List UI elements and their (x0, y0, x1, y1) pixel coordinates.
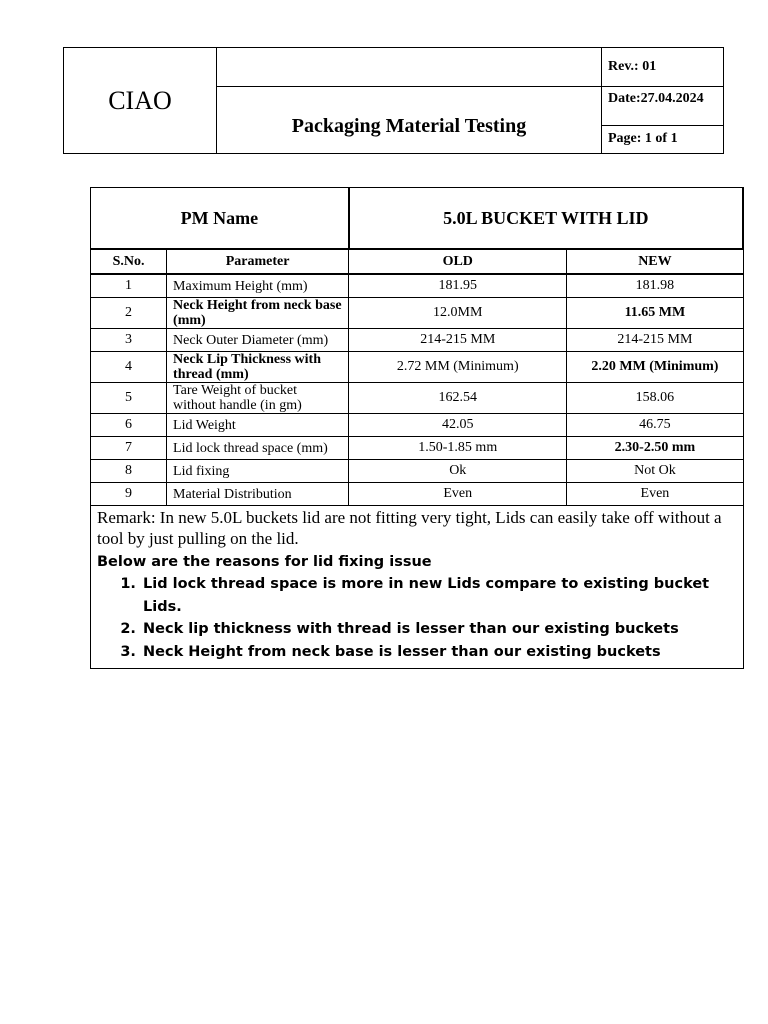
column-header-old: OLD (349, 249, 567, 274)
row-sno: 9 (91, 483, 167, 506)
reason-item: 1. Lid lock thread space is more in new Lids compare to existing bucket Lids. (141, 573, 737, 618)
row-new-value: 2.20 MM (Minimum) (567, 352, 743, 383)
document-header (63, 47, 724, 154)
row-parameter: Maximum Height (mm) (167, 274, 349, 298)
table-row (91, 329, 744, 352)
spec-table (90, 187, 744, 669)
remark-section (91, 506, 744, 669)
table-row (91, 483, 744, 506)
column-header-parameter: Parameter (167, 249, 349, 274)
reason-item: 2. Neck lip thickness with thread is lesser than our existing buckets (141, 618, 737, 641)
revision-label: Rev.: 01 (602, 48, 724, 87)
row-sno: 7 (91, 437, 167, 460)
date-label: Date:27.04.2024 (602, 87, 724, 125)
row-sno: 5 (91, 383, 167, 414)
reasons-list (97, 573, 737, 663)
row-old-value: 181.95 (349, 274, 567, 298)
pm-name-label: PM Name (91, 188, 349, 250)
row-sno: 4 (91, 352, 167, 383)
reason-item: 3. Neck Height from neck base is lesser than our existing buckets (141, 641, 737, 664)
row-old-value: 42.05 (349, 414, 567, 437)
row-new-value: 2.30-2.50 mm (567, 437, 743, 460)
row-parameter: Lid Weight (167, 414, 349, 437)
row-sno: 6 (91, 414, 167, 437)
row-sno: 3 (91, 329, 167, 352)
row-old-value: 162.54 (349, 383, 567, 414)
remark-text: Remark: In new 5.0L buckets lid are not fitting very tight, Lids can easily take off without a tool by just pulling on the lid. (97, 508, 722, 548)
pm-name-row (91, 188, 744, 250)
pm-name-value: 5.0L BUCKET WITH LID (349, 188, 743, 250)
table-row (91, 298, 744, 329)
row-old-value: 1.50-1.85 mm (349, 437, 567, 460)
row-new-value: 158.06 (567, 383, 743, 414)
row-new-value: 46.75 (567, 414, 743, 437)
row-old-value: Ok (349, 460, 567, 483)
row-parameter: Neck Height from neck base (mm) (167, 298, 349, 329)
row-sno: 1 (91, 274, 167, 298)
row-parameter: Material Distribution (167, 483, 349, 506)
row-old-value: 12.0MM (349, 298, 567, 329)
row-new-value: 181.98 (567, 274, 743, 298)
row-old-value: Even (349, 483, 567, 506)
page-number-label: Page: 1 of 1 (602, 125, 724, 153)
column-header-row (91, 249, 744, 274)
table-row (91, 352, 744, 383)
row-sno: 8 (91, 460, 167, 483)
row-parameter: Neck Outer Diameter (mm) (167, 329, 349, 352)
row-parameter: Lid fixing (167, 460, 349, 483)
reasons-heading: Below are the reasons for lid fixing issue (97, 554, 432, 570)
row-new-value: Not Ok (567, 460, 743, 483)
row-new-value: 214-215 MM (567, 329, 743, 352)
header-blank-cell (217, 48, 602, 87)
row-parameter: Tare Weight of bucket without handle (in gm) (167, 383, 349, 414)
document-title: Packaging Material Testing (217, 87, 602, 154)
row-new-value: 11.65 MM (567, 298, 743, 329)
table-row (91, 383, 744, 414)
row-parameter: Lid lock thread space (mm) (167, 437, 349, 460)
column-header-sno: S.No. (91, 249, 167, 274)
company-logo: CIAO (64, 48, 217, 154)
table-row (91, 274, 744, 298)
row-new-value: Even (567, 483, 743, 506)
remark-row (91, 506, 744, 669)
table-row (91, 414, 744, 437)
row-sno: 2 (91, 298, 167, 329)
column-header-new: NEW (567, 249, 743, 274)
row-parameter: Neck Lip Thickness with thread (mm) (167, 352, 349, 383)
row-old-value: 2.72 MM (Minimum) (349, 352, 567, 383)
row-old-value: 214-215 MM (349, 329, 567, 352)
table-row (91, 437, 744, 460)
table-row (91, 460, 744, 483)
